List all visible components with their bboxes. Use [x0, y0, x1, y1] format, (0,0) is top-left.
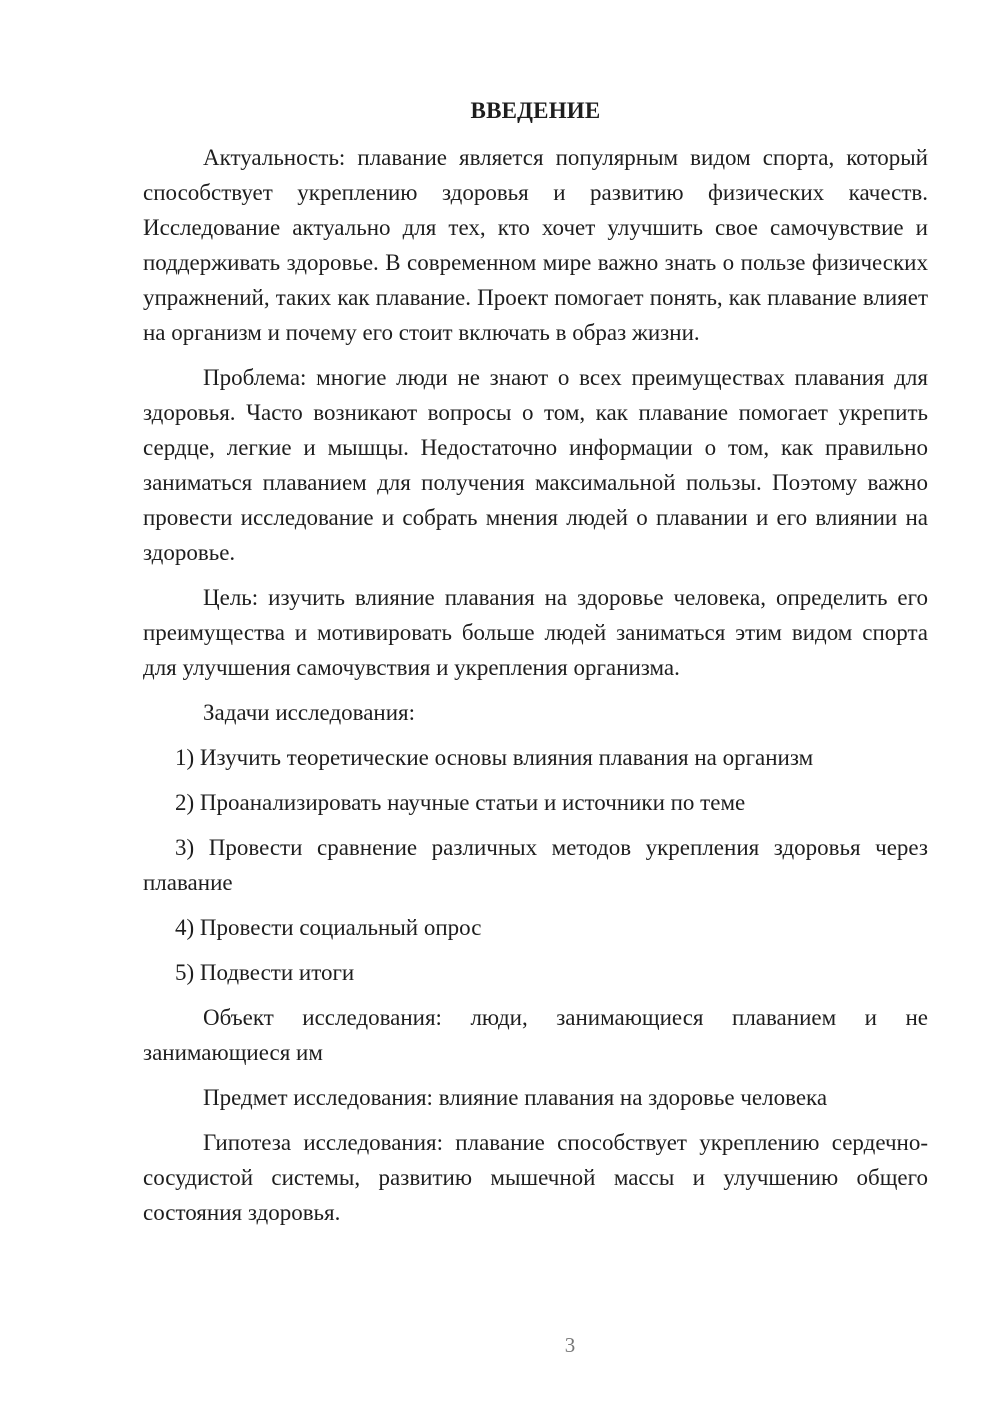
task-item-4: 4) Провести социальный опрос — [175, 915, 482, 940]
task-item-2: 2) Проанализировать научные статьи и источники по теме — [175, 790, 746, 815]
paragraph-problem: Проблема: многие люди не знают о всех преимуществах плавания для здоровья. Часто возникают вопросы о том, как плавание помогает укрепить сердце, легкие и мышцы. Недостаточно информации о том, как правильно заниматься плаванием для получения максимальной пользы. Поэтому важно провести исследование и собрать мнения людей о плавании и его влиянии на здоровье. — [143, 365, 928, 565]
paragraph-actuality: Актуальность: плавание является популярным видом спорта, который способствует укреплению здоровья и развитию физических качеств. Исследование актуально для тех, кто хочет улучшить свое самочувствие и поддерживать здоровье. В современном мире важно знать о пользе физических упражнений, таких как плавание. Проект помогает понять, как плавание влияет на организм и почему его стоит включать в образ жизни. — [143, 145, 928, 345]
tasks-heading: Задачи исследования: — [203, 700, 416, 725]
page-number: 3 — [564, 1333, 576, 1357]
document-page — [143, 96, 928, 1240]
task-item-1: 1) Изучить теоретические основы влияния плавания на организм — [175, 745, 814, 770]
paragraph-subject: Предмет исследования: влияние плавания на здоровье человека — [203, 1085, 828, 1110]
paragraph-hypothesis: Гипотеза исследования: плавание способствует укреплению сердечно-сосудистой системы, развитию мышечной массы и улучшению общего состояния здоровья. — [143, 1130, 928, 1225]
task-item-3: 3) Провести сравнение различных методов укрепления здоровья через плавание — [143, 835, 928, 895]
paragraph-object: Объект исследования: люди, занимающиеся плаванием и не занимающиеся им — [143, 1005, 928, 1065]
paragraph-goal: Цель: изучить влияние плавания на здоровье человека, определить его преимущества и мотивировать больше людей заниматься этим видом спорта для улучшения самочувствия и укрепления организма. — [143, 585, 928, 680]
task-item-5: 5) Подвести итоги — [175, 960, 355, 985]
section-title: ВВЕДЕНИЕ — [470, 98, 601, 123]
